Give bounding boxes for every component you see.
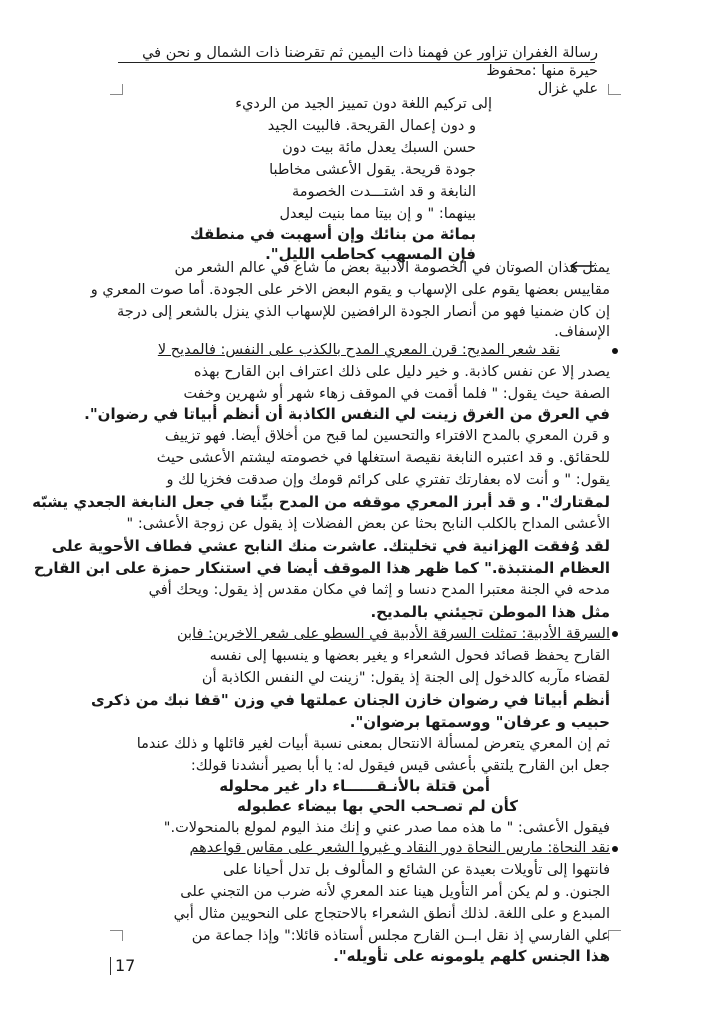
text-line: إلى تركيم اللغة دون تمييز الجيد من الرديء [235,96,492,112]
quote-line: حبيب و عرفان" ووسمتها برضوان". [349,713,610,731]
text-line: جودة قريحة. يقول الأعشى مخاطبا [269,162,476,178]
text-line: علي الفارسي إذ نقل ابــن القارح مجلس أستاذه قائلا:" وإذا جماعة من [191,928,610,944]
crop-mark-top-right [608,84,621,95]
text-line: فانتهوا إلى تأويلات بعيدة عن الشائع و المألوف بل تدل أحيانا على [222,862,610,878]
crop-mark-bottom-left [110,930,123,941]
text-line: الجنون. و لم يكن أمر التأويل هينا عند المعري لأنه ضرب من التجني على [180,884,610,900]
quote-line: أنظم أبياتا في رضوان خازن الجنان عملتها في وزن "قفا نبك من ذكرى [90,691,610,709]
quote-line: مثل هذا الموطن تجيئني بالمديح. [370,603,610,621]
text-line: مقاييس بعضها يقوم على الإسهاب و يقوم البعض الاخر على الجودة. أما صوت المعري و [90,282,610,298]
text-line: مدحه في الجنة معتبرا المدح دنسا و إثما في مكان مقدس إذ يقول: ويحك أفي [148,582,610,598]
section-heading-praise: نقد شعر المديح: قرن المعري المدح بالكذب على النفس: فالمديح لا [157,342,560,358]
quote-line: في العرق من الغرق زينت لي النفس الكاذبة أن أنظم أبياتا في رضوان". [84,405,610,423]
header-rule [118,62,595,63]
text-line: لمقتارك". و قد أبرز المعري موقفه من المدح بيِّنا في جعل النابغة الجعدي يشبّه [32,493,610,511]
section-heading-grammarians: نقد النحاة: مارس النحاة دور النقاد و غيروا الشعر على مقاس قواعدهم [189,840,610,856]
header-line-2: علي غزال [537,81,598,97]
bullet-icon [612,846,618,852]
quote-line: لقد وُفقت الهزانية في تخليتك. عاشرت منك النابح عشي فطاف الأحوية على [51,537,610,555]
text-line: إن كان ضمنيا فهو من أنصار الجودة الرافضين للإسهاب الذي ينزل بالشعر إلى درجة [117,304,610,320]
bullet-icon [612,348,618,354]
text-line: حسن السبك يعدل مائة بيت دون [282,140,476,156]
text-line: جعل ابن القارح يلتقي بأعشى قيس فيقول له: يا أبا بصير أنشدنا قولك: [190,758,610,774]
verse-line: كأن لم تصـحب الحي بها بيضاء عطبوله [237,797,518,815]
text-line: و دون إعمال القريحة. فالبيت الجيد [267,118,476,134]
text-line: و قرن المعري بالمدح الافتراء والتحسين لما قبح من أخلاق أيضا. فهو تزييف [164,428,610,444]
text-line: الصفة حيث يقول: " فلما أقمت في الموقف زهاء شهر أو شهرين وخفت [183,386,610,402]
text-line: يمثل هذان الصوتان في الخصومة الأدبية بعض ما شاع في عالم الشعر من [174,260,610,276]
verse-line: أمن قتلة بالأنـقــــــاء دار غير محلوله [219,777,490,795]
running-header [118,44,598,98]
text-line: النابغة و قد اشتـــدت الخصومة [292,184,476,200]
text-line: لقضاء مآربه كالدخول إلى الجنة إذ يقول: "زينت لي النفس الكاذبة أن [201,670,610,686]
text-line: بينهما: " و إن بيتا مما بنيت ليعدل [279,206,476,222]
quote-line: هذا الجنس كلهم يلومونه على تأويله". [333,947,610,965]
quote-line: فإن المسهب كحاطب الليل". [265,245,476,263]
text-line: ثم إن المعري يتعرض لمسألة الانتحال بمعنى نسبة أبيات لغير قائلها و ذلك عندما [136,736,610,752]
quote-line: بمائة من بنائك وإن أسهبت في منطقك [189,225,476,243]
crop-mark-top-left [110,84,123,95]
text-line: يصدر إلا عن نفس كاذبة. و خير دليل على ذلك اعتراف ابن القارح بهذه [193,364,610,380]
text-line: الأعشى المداح بالكلب النابح بحثا عن بعض الفضلات إذ يقول عن زوجة الأعشى: " [126,516,610,532]
text-line: الإسفاف. [554,324,610,340]
text-line: يقول: " و أنت لاه بعفارتك تفتري على كرائم قومك وإن صدقت فخزيا لك و [166,472,610,488]
quote-line: العظام المنتبذة." كما ظهر هذا الموقف أيضا في استنكار حمزة على ابن القارح [33,559,610,577]
text-line: القارح يحفظ قصائد فحول الشعراء و يغير بعضها و ينسبها إلى نفسه [209,648,610,664]
text-line: المبدع و على اللغة. لذلك أنطق الشعراء بالاحتجاج على النحويين مثال أبي [173,906,610,922]
bullet-icon [612,631,618,637]
section-heading-plagiarism: السرقة الأدبية: تمثلت السرقة الأدبية في السطو على شعر الاخرين: فابن [177,626,610,642]
text-line: للحقائق. و قد اعتبره النابغة نقيصة استغلها في خصومته ليشتم الأعشى حيث [156,450,610,466]
page-number: 17 [110,957,135,975]
header-line-1: رسالة الغفران تزاور عن فهمنا ذات اليمين ثم تقرضنا ذات الشمال و نحن في حيرة منها :محفوظ [142,45,598,79]
text-line: فيقول الأعشى: " ما هذه مما صدر عني و إنك منذ اليوم لمولع بالمنحولات." [163,820,610,836]
